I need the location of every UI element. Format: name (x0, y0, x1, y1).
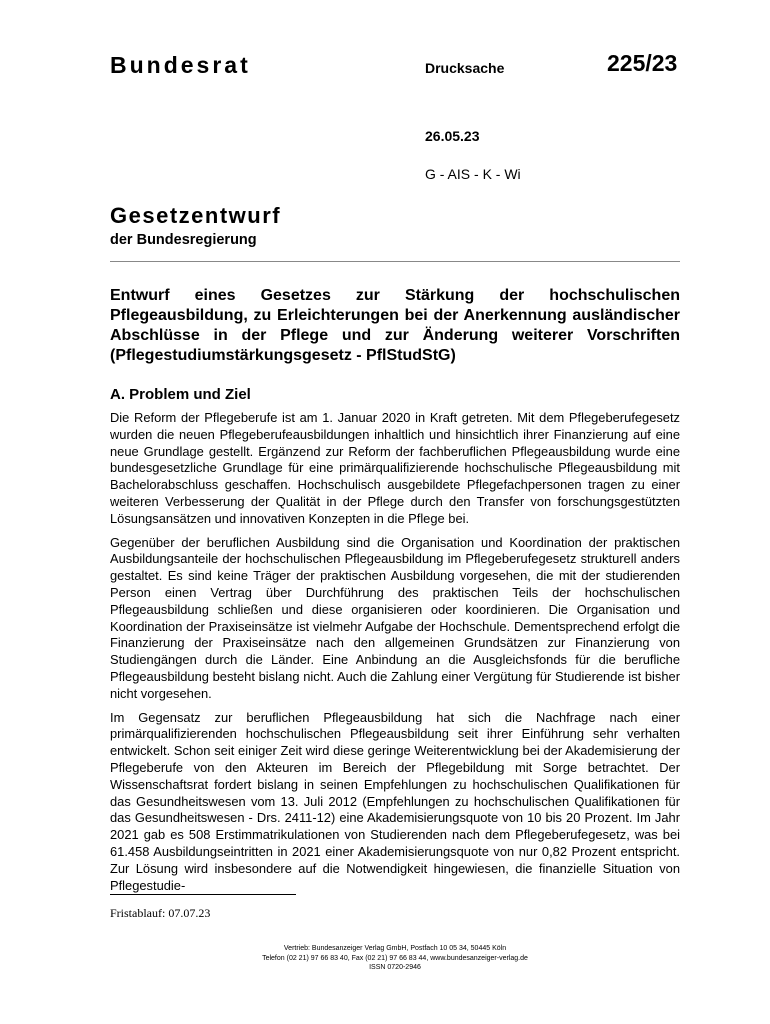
body-paragraph: Gegenüber der beruflichen Ausbildung sind die Organisation und Koordination der praktischen Ausbildungsanteile der hochschulischen Pflegeausbildung im Pflegeberufegesetz strukturell anders gestaltet. Es sind keine Träger der praktischen Ausbildung vorgesehen, die mit der studierenden Person einen Vertrag über Durchführung des praktischen Teils der hochschulischen Pflegeausbildung schließen und diese organisieren oder koordinieren. Die Organisation und Koordination der Praxiseinsätze ist vielmehr Aufgabe der Hochschule. Dementsprechend erfolgt die Finanzierung der Praxiseinsätze nach den allgemeinen Grundsätzen zur Finanzierung von Studiengängen durch die Länder. Eine Anbindung an die Ausgleichsfonds für die berufliche Pflegeausbildung besteht bislang nicht. Auch die Zahlung einer Vergütung für Studierende ist bisher nicht vorgesehen. (110, 534, 680, 701)
doc-number: 225/23 (607, 50, 678, 76)
publisher-imprint (110, 944, 680, 973)
doc-label: Drucksache (425, 60, 505, 76)
doc-date: 26.05.23 (425, 128, 480, 144)
deadline-note: Fristablauf: 07.07.23 (110, 906, 211, 920)
section-heading: A. Problem und Ziel (110, 386, 251, 403)
institution-name: Bundesrat (110, 52, 251, 78)
body-paragraph: Die Reform der Pflegeberufe ist am 1. Januar 2020 in Kraft getreten. Mit dem Pflegeberufegesetz wurden die neuen Pflegeberufeausbildungen inhaltlich und hinsichtlich ihrer Finanzierung auf eine neue Grundlage gestellt. Ergänzend zur Reform der fachberuflichen Pflegeausbildung wurde eine bundesgesetzliche Grundlage für eine primärqualifizierende hochschulische Pflegeausbildung mit Bachelorabschluss geschaffen. Hochschulisch ausgebildete Pflegefachpersonen tragen zu einer weiteren Verbesserung der Qualität in der Pflege durch den Transfer von forschungsgestützten Lösungsansätzen und innovativen Konzepten in die Pflege bei. (110, 410, 680, 526)
footnote-divider (110, 894, 296, 895)
header-divider (110, 261, 680, 262)
body-paragraph: Im Gegensatz zur beruflichen Pflegeausbildung hat sich die Nachfrage nach einer primärqualifizierenden hochschulischen Pflegeausbildung seit ihrer Einführung sehr verhalten entwickelt. Schon seit einiger Zeit wird diese geringe Weiterentwicklung bei der Akademisierung der Pflegeberufe von den Akteuren im Bereich der Pflegebildung mit Sorge betrachtet. Der Wissenschaftsrat fordert bislang in seinen Empfehlungen zu hochschulischen Qualifikationen für das Gesundheitswesen vom 13. Juli 2012 (Empfehlungen zu hochschulischen Qualifikationen für das Gesundheitswesen - Drs. 2411-12) eine Akademisierungsquote von 10 bis 20 Prozent. Im Jahr 2021 gab es 508 Erstimmatrikulationen von Studierenden nach dem Pflegeberufegesetz, was bei 61.458 Ausbildungseintritten in 2021 einer Akademisierungsquote von nur 0,82 Prozent entspricht. Zur Lösung wird insbesondere auf die Notwendigkeit hingewiesen, die finanzielle Situation von Pflegestudie- (110, 709, 680, 893)
doc-author: der Bundesregierung (110, 232, 257, 248)
law-title: Entwurf eines Gesetzes zur Stärkung der hochschulischen Pflegeausbildung, zu Erleichterungen bei der Anerkennung ausländischer Abschlüsse in der Pflege und zur Änderung weiterer Vorschriften (Pflegestudiumstärkungsgesetz - PflStudStG) (110, 287, 680, 364)
doc-type-heading: Gesetzentwurf (110, 203, 282, 228)
imprint-line: Telefon (02 21) 97 66 83 40, Fax (02 21) 97 66 83 44, www.bundesanzeiger-verlag.de (262, 954, 528, 962)
committees: G - AIS - K - Wi (425, 166, 521, 182)
imprint-line: ISSN 0720-2946 (369, 964, 421, 971)
section-body (110, 410, 680, 901)
imprint-line: Vertrieb: Bundesanzeiger Verlag GmbH, Postfach 10 05 34, 50445 Köln (283, 945, 507, 952)
